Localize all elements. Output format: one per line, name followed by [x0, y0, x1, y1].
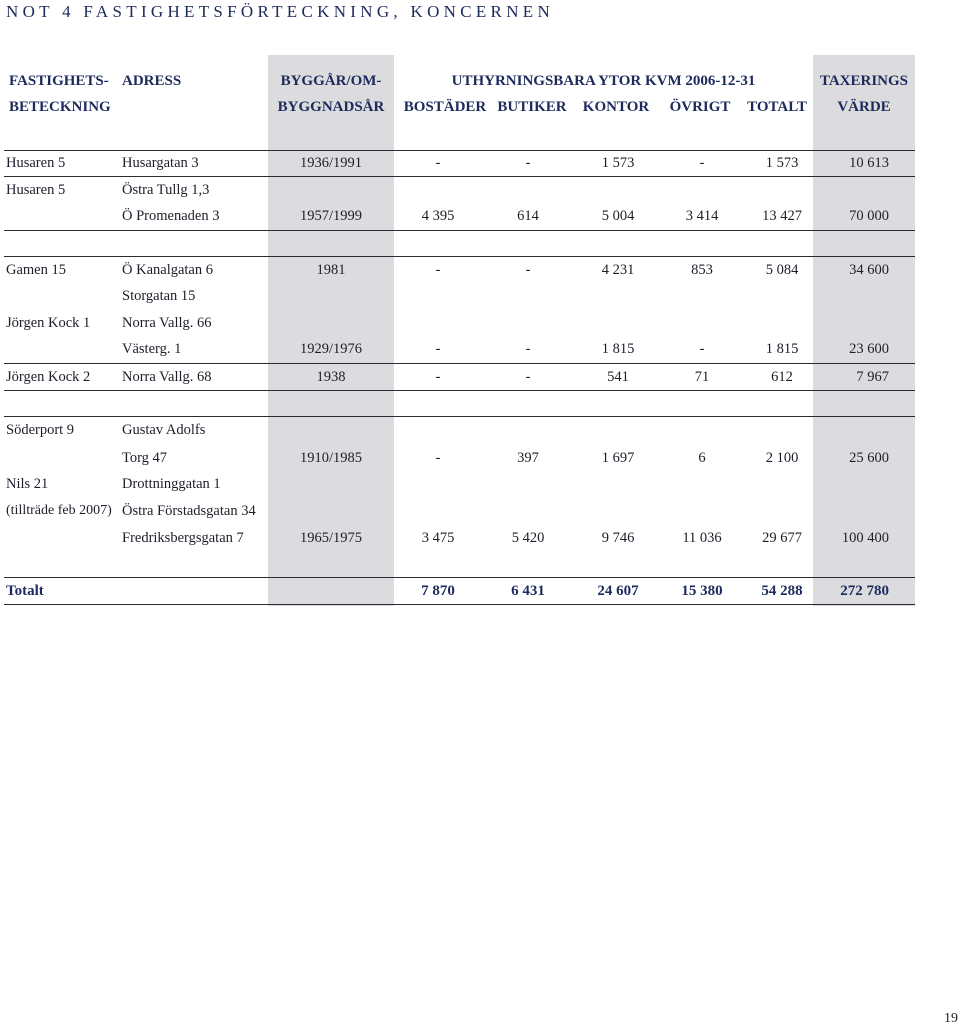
cell-butiker: -: [525, 155, 531, 171]
header-kontor: KONTOR: [582, 99, 650, 115]
cell-fastighet: Gamen 15: [6, 262, 66, 278]
cell-adress: Gustav Adolfs: [122, 422, 206, 438]
cell-adress: Fredriksbergsgatan 7: [122, 530, 244, 546]
cell-totalt: 13 427: [762, 208, 802, 224]
table-rule: [4, 176, 915, 177]
total-bostader: 7 870: [421, 583, 455, 599]
cell-adress: Östra Förstadsgatan 34: [122, 503, 256, 519]
cell-adress: Storgatan 15: [122, 288, 196, 304]
cell-adress: Ö Kanalgatan 6: [122, 262, 213, 278]
cell-adress: Norra Vallg. 66: [122, 315, 212, 331]
cell-tax: 10 613: [849, 155, 889, 171]
table-rule: [4, 416, 915, 417]
cell-bostader: -: [435, 155, 441, 171]
cell-ovrigt: 3 414: [685, 208, 719, 224]
cell-bostader: -: [435, 341, 441, 357]
cell-byggar: 1936/1991: [299, 155, 363, 171]
total-kontor: 24 607: [597, 583, 639, 599]
cell-adress: Västerg. 1: [122, 341, 182, 357]
cell-byggar: 1910/1985: [299, 450, 363, 466]
total-butiker: 6 431: [511, 583, 545, 599]
cell-tax: 25 600: [849, 450, 889, 466]
header-fastighet-2: BETECKNING: [9, 99, 111, 115]
cell-byggar: 1965/1975: [299, 530, 363, 546]
cell-tax: 34 600: [849, 262, 889, 278]
cell-butiker: -: [525, 369, 531, 385]
cell-tax: 23 600: [849, 341, 889, 357]
cell-totalt: 2 100: [765, 450, 799, 466]
header-bygg-2: BYGGNADSÅR: [277, 99, 385, 115]
table-rule: [4, 390, 915, 391]
cell-ovrigt: 853: [691, 262, 713, 278]
cell-adress: Östra Tullg 1,3: [122, 182, 210, 198]
table-rule: [4, 230, 915, 231]
cell-kontor: 1 573: [601, 155, 635, 171]
cell-bostader: -: [435, 450, 441, 466]
cell-ovrigt: 11 036: [682, 530, 722, 546]
header-adress: ADRESS: [122, 73, 182, 89]
header-bostader: BOSTÄDER: [403, 99, 487, 115]
total-label: Totalt: [6, 583, 44, 599]
build-year-column-band: [268, 55, 394, 606]
cell-ovrigt: -: [699, 155, 705, 171]
header-tax-2: VÄRDE: [837, 99, 891, 115]
cell-bostader: -: [435, 369, 441, 385]
cell-totalt: 5 084: [765, 262, 799, 278]
cell-byggar: 1929/1976: [299, 341, 363, 357]
total-ovrigt: 15 380: [681, 583, 723, 599]
cell-tax: 70 000: [849, 208, 889, 224]
cell-bostader: 3 475: [421, 530, 455, 546]
header-bygg-1: BYGGÅR/OM-: [280, 73, 382, 89]
cell-bostader: 4 395: [421, 208, 455, 224]
cell-adress: Drottninggatan 1: [122, 476, 221, 492]
header-tax-1: TAXERINGS: [819, 73, 909, 89]
cell-totalt: 1 815: [765, 341, 799, 357]
cell-tax: 100 400: [841, 530, 889, 546]
cell-adress: Norra Vallg. 68: [122, 369, 212, 385]
cell-ovrigt: -: [699, 341, 705, 357]
cell-kontor: 9 746: [601, 530, 635, 546]
cell-butiker: 397: [517, 450, 539, 466]
cell-adress: Torg 47: [122, 450, 168, 466]
tax-value-column-band: [813, 55, 915, 606]
total-tax: 272 780: [840, 583, 889, 599]
cell-fastighet: Söderport 9: [6, 422, 75, 438]
cell-fastighet: Jörgen Kock 2: [6, 369, 91, 385]
cell-totalt: 29 677: [762, 530, 802, 546]
header-fastighet-1: FASTIGHETS-: [9, 73, 109, 89]
cell-bostader: -: [435, 262, 441, 278]
cell-totalt: 1 573: [765, 155, 799, 171]
cell-totalt: 612: [771, 369, 793, 385]
cell-byggar: 1957/1999: [299, 208, 363, 224]
cell-butiker: 5 420: [511, 530, 545, 546]
cell-adress: Ö Promenaden 3: [122, 208, 220, 224]
cell-kontor: 4 231: [601, 262, 635, 278]
page-number: 19: [944, 1011, 958, 1026]
header-uthyrning: UTHYRNINGSBARA YTOR KVM 2006-12-31: [451, 73, 756, 89]
cell-adress: Husargatan 3: [122, 155, 199, 171]
cell-byggar: 1938: [316, 369, 346, 385]
cell-fastighet: Husaren 5: [6, 155, 66, 171]
cell-byggar: 1981: [316, 262, 346, 278]
header-totalt: TOTALT: [747, 99, 807, 115]
table-rule: [4, 363, 915, 364]
header-butiker: BUTIKER: [497, 99, 567, 115]
header-ovrigt: ÖVRIGT: [669, 99, 731, 115]
cell-butiker: 614: [517, 208, 539, 224]
cell-tax: 7 967: [856, 369, 889, 385]
table-rule: [4, 150, 915, 151]
table-rule: [4, 577, 915, 578]
cell-ovrigt: 71: [694, 369, 710, 385]
cell-fastighet: Jörgen Kock 1: [6, 315, 91, 331]
cell-ovrigt: 6: [698, 450, 706, 466]
cell-kontor: 1 697: [601, 450, 635, 466]
cell-kontor: 541: [607, 369, 629, 385]
cell-fastighet: Nils 21: [6, 476, 49, 492]
table-rule: [4, 256, 915, 257]
cell-butiker: -: [525, 341, 531, 357]
cell-fastighet: (tillträde feb 2007): [6, 503, 112, 518]
total-totalt: 54 288: [761, 583, 803, 599]
cell-fastighet: Husaren 5: [6, 182, 66, 198]
cell-butiker: -: [525, 262, 531, 278]
cell-kontor: 1 815: [601, 341, 635, 357]
page-title: NOT 4 FASTIGHETSFÖRTECKNING, KONCERNEN: [6, 2, 555, 21]
table-rule: [4, 604, 915, 605]
cell-kontor: 5 004: [601, 208, 635, 224]
